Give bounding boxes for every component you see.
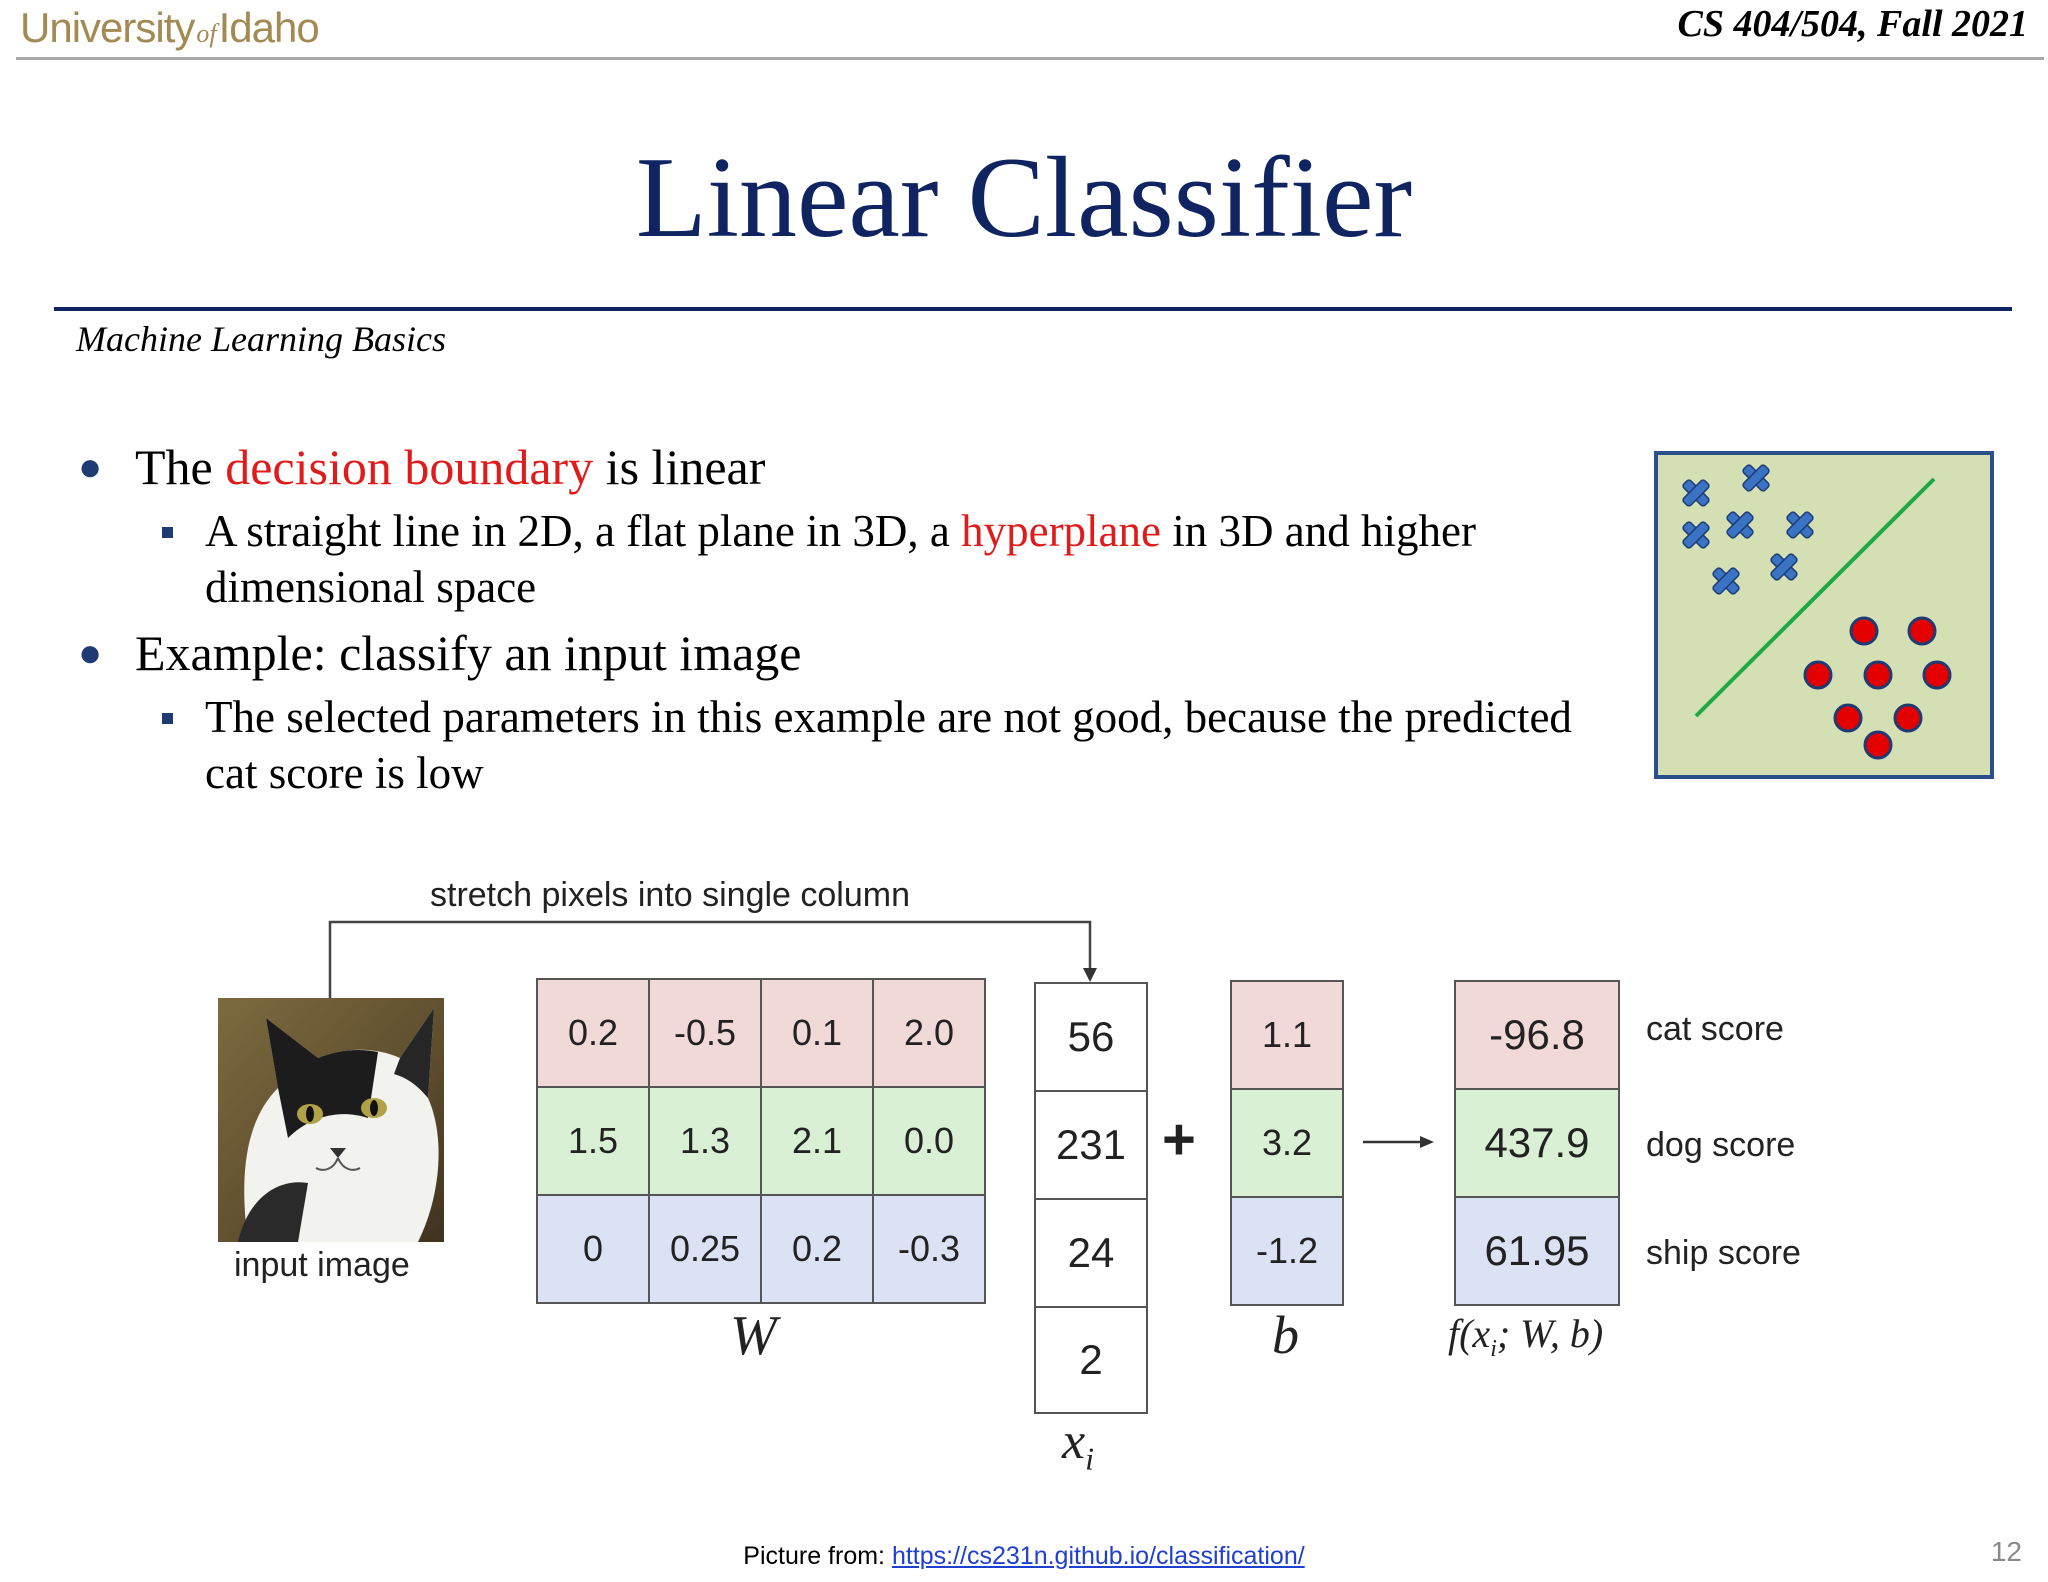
sub-bullet-item (70, 689, 1610, 801)
linear-classifier-diagram (200, 870, 1840, 1480)
credit-prefix: Picture from: (743, 1542, 892, 1570)
x-cell: 24 (1034, 1198, 1148, 1308)
score-cell: 437.9 (1454, 1088, 1620, 1198)
sub-bullet-highlight: hyperplane (961, 506, 1162, 556)
f-label-subscript: i (1490, 1336, 1497, 1362)
x-cell: 56 (1034, 982, 1148, 1092)
header-divider (16, 57, 2044, 60)
bullet-highlight: decision boundary (225, 439, 594, 495)
x-label-subscript: i (1085, 1440, 1094, 1477)
x-label-text: x (1062, 1413, 1086, 1470)
W-cell: 0 (536, 1194, 650, 1304)
bullet-dot-icon: ● (78, 444, 103, 489)
bullet-dot-icon: ● (78, 630, 103, 675)
plus-sign: + (1162, 1107, 1196, 1172)
university-logo (20, 4, 319, 60)
circle-marker-icon (1851, 618, 1877, 644)
circle-marker-icon (1924, 662, 1950, 688)
sub-bullet-text: A straight line in 2D, a flat plane in 3D, a (205, 506, 962, 556)
credit-link[interactable]: https://cs231n.github.io/classification/ (891, 1542, 1305, 1570)
x-cell: 2 (1034, 1306, 1148, 1414)
circle-marker-icon (1909, 618, 1935, 644)
score-cell: 61.95 (1454, 1196, 1620, 1306)
logo-text-idaho: Idaho (218, 4, 319, 51)
ship-score-label: ship score (1646, 1234, 1801, 1272)
x-label (1062, 1412, 1094, 1477)
sub-bullet-text: in 3D and higher dimensional space (205, 506, 1476, 612)
W-cell: 0.2 (536, 978, 650, 1088)
logo-text-university: University (20, 4, 195, 51)
W-label: W (730, 1305, 777, 1367)
W-cell: 2.1 (760, 1086, 874, 1196)
b-cell: 3.2 (1230, 1088, 1344, 1198)
circle-marker-icon (1895, 705, 1921, 731)
f-label-text: f(x (1448, 1311, 1491, 1356)
W-cell: 0.2 (760, 1194, 874, 1304)
slide-title: Linear Classifier (635, 134, 1413, 262)
arrow-head-icon (1083, 968, 1097, 982)
W-cell: 0.25 (648, 1194, 762, 1304)
circle-marker-icon (1865, 662, 1891, 688)
score-cell: -96.8 (1454, 980, 1620, 1090)
circle-marker-icon (1805, 662, 1831, 688)
W-cell: 0.1 (760, 978, 874, 1088)
b-cell: 1.1 (1230, 980, 1344, 1090)
bullet-text: is linear (593, 439, 766, 495)
cat-photo (218, 998, 444, 1242)
title-divider (54, 307, 2012, 311)
b-cell: -1.2 (1230, 1196, 1344, 1306)
slide-subtitle: Machine Learning Basics (76, 319, 446, 359)
stretch-label: stretch pixels into single column (430, 876, 911, 914)
f-label (1448, 1310, 1603, 1363)
dog-score-label: dog score (1646, 1126, 1796, 1164)
W-cell: -0.3 (872, 1194, 986, 1304)
f-label-rest: ; W, b) (1496, 1311, 1604, 1356)
W-cell: -0.5 (648, 978, 762, 1088)
sub-bullet-item (70, 503, 1610, 615)
decision-boundary-illustration (1654, 451, 1994, 779)
page-number: 12 (1990, 1536, 2022, 1567)
logo-text-of: of (196, 19, 217, 48)
bullet-text: The (135, 439, 226, 495)
b-label: b (1272, 1305, 1299, 1365)
cat-score-label: cat score (1646, 1010, 1784, 1048)
course-label: CS 404/504, Fall 2021 (1677, 3, 2028, 45)
picture-credit (0, 1542, 2048, 1571)
W-cell: 2.0 (872, 978, 986, 1088)
W-cell: 1.3 (648, 1086, 762, 1196)
bullet-item (70, 435, 1610, 499)
bullet-list (70, 435, 1610, 807)
circle-marker-icon (1835, 705, 1861, 731)
bullet-text: Example: classify an input image (135, 625, 802, 681)
W-cell: 0.0 (872, 1086, 986, 1196)
bullet-item (70, 621, 1610, 685)
square-bullet-icon (162, 527, 173, 538)
circle-marker-icon (1865, 732, 1891, 758)
sub-bullet-text: The selected parameters in this example are not good, because the predicted cat score is low (205, 692, 1572, 798)
x-cell: 231 (1034, 1090, 1148, 1200)
W-cell: 1.5 (536, 1086, 650, 1196)
square-bullet-icon (162, 713, 173, 724)
input-image-label: input image (234, 1246, 410, 1284)
arrow-head-icon (1420, 1136, 1434, 1148)
